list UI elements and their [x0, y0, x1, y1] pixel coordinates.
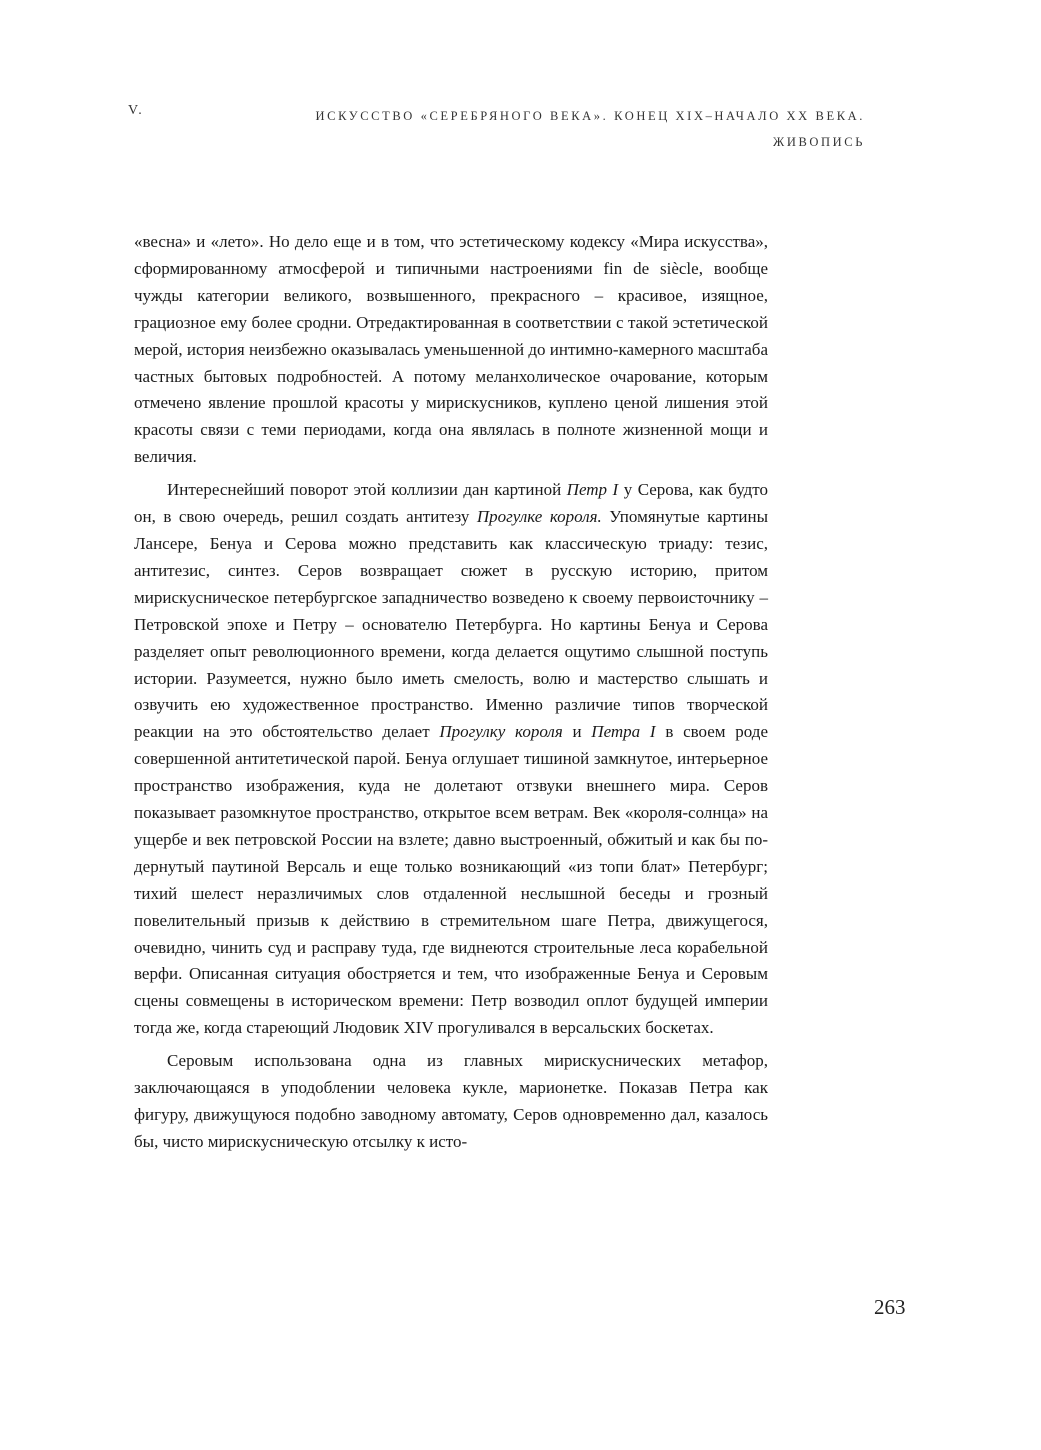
running-head — [225, 103, 865, 155]
paragraph-2-text-3: Упомянутые картины Лансере, Бенуа и Серова можно представить как классическую триаду: тезис, антитезис, синтез. Серов возвращает сюжет в русскую историю, притом мирискусническое петербургское западничество возведено к своему первоисточнику – Петровской эпохе и Петру – основателю Петербурга. Но картины Бенуа и Серова разделяет опыт революционного времени, когда делается ощутимо слышной поступь истории. Разумеется, нужно было иметь смелость, волю и мастерство слышать и озвучить ею художественное пространство. Именно различие типов творческой реакции на это обстоятельство делает — [134, 507, 769, 742]
paragraph-1: «весна» и «лето». Но дело еще и в том, что эстетическому кодексу «Мира искусства», сформированному атмосферой и типичными настроениями fin de siècle, вообще чужды категории великого, возвышенного, прекрасного – красивое, изящное, грациозное ему более сродни. Отредактированная в соответствии с такой эстетической мерой, история неизбежно оказывалась уменьшенной до интимно-камерного масштаба частных бытовых подробностей. А потому меланхолическое очарование, которым отмечено явление прошлой красоты у мирискусников, куплено ценой лишения этой красоты связи с теми периодами, когда она являлась в полноте жизненной мощи и величия. — [134, 232, 768, 467]
painting-title-kings-walk: Прогулке короля. — [476, 507, 602, 527]
chapter-number: V. — [128, 103, 144, 118]
paragraph-3: Серовым использована одна из главных мирискуснических метафор, заключающаяся в уподоблении человека кукле, марионетке. Показав Петра как фигуру, движущуюся подобно заводному автомату, Серов одновременно дал, казалось бы, чисто мирискусническую отсылку к исто- — [134, 1051, 768, 1151]
paragraph-2-text-1: Интереснейший поворот этой коллизии дан картиной — [167, 480, 567, 500]
paragraph-2 — [134, 477, 768, 1042]
body-text — [134, 229, 768, 1156]
painting-title-peter: Петр I — [566, 480, 619, 500]
page-number: 263 — [874, 1295, 906, 1319]
painting-title-peter-2: Петра I — [591, 722, 656, 742]
paragraph-2-text-2: у Серова, как будто он, в свою очередь, решил создать антитезу — [134, 480, 768, 527]
painting-title-kings-walk-2: Прогулку короля — [439, 722, 563, 742]
running-head-line-1: ИСКУССТВО «СЕРЕБРЯНОГО ВЕКА». КОНЕЦ XIX–НАЧАЛО XX ВЕКА. — [315, 109, 865, 123]
paragraph-2-text-4: и — [562, 722, 592, 742]
running-head-line-2: ЖИВОПИСЬ — [773, 135, 865, 149]
paragraph-2-text-5: в своем роде совершенной антитетической парой. Бенуа оглушает тишиной замкнутое, интерьерное пространство изображения, куда не долетают отзвуки внешнего мира. Серов показывает разомкнутое пространство, открытое всем ветрам. Век «короля-солнца» на ущербе и век петровской России на взлете; давно выстроенный, обжитый и как бы подернутый паутиной Версаль и еще только возникающий «из топи блат» Петербург; тихий шелест неразличимых слов отдаленной неслышной беседы и грозный повелительный призыв к действию в стремительном шаге Петра, движущегося, очевидно, чинить суд и расправу туда, где виднеются строительные леса корабельной верфи. Описанная ситуация обостряется и тем, что изображенные Бенуа и Серовым сцены совмещены в историческом времени: Петр возводил оплот будущей империи тогда же, когда стареющий Людовик XIV прогуливался в версальских боскетах. — [134, 722, 768, 1038]
